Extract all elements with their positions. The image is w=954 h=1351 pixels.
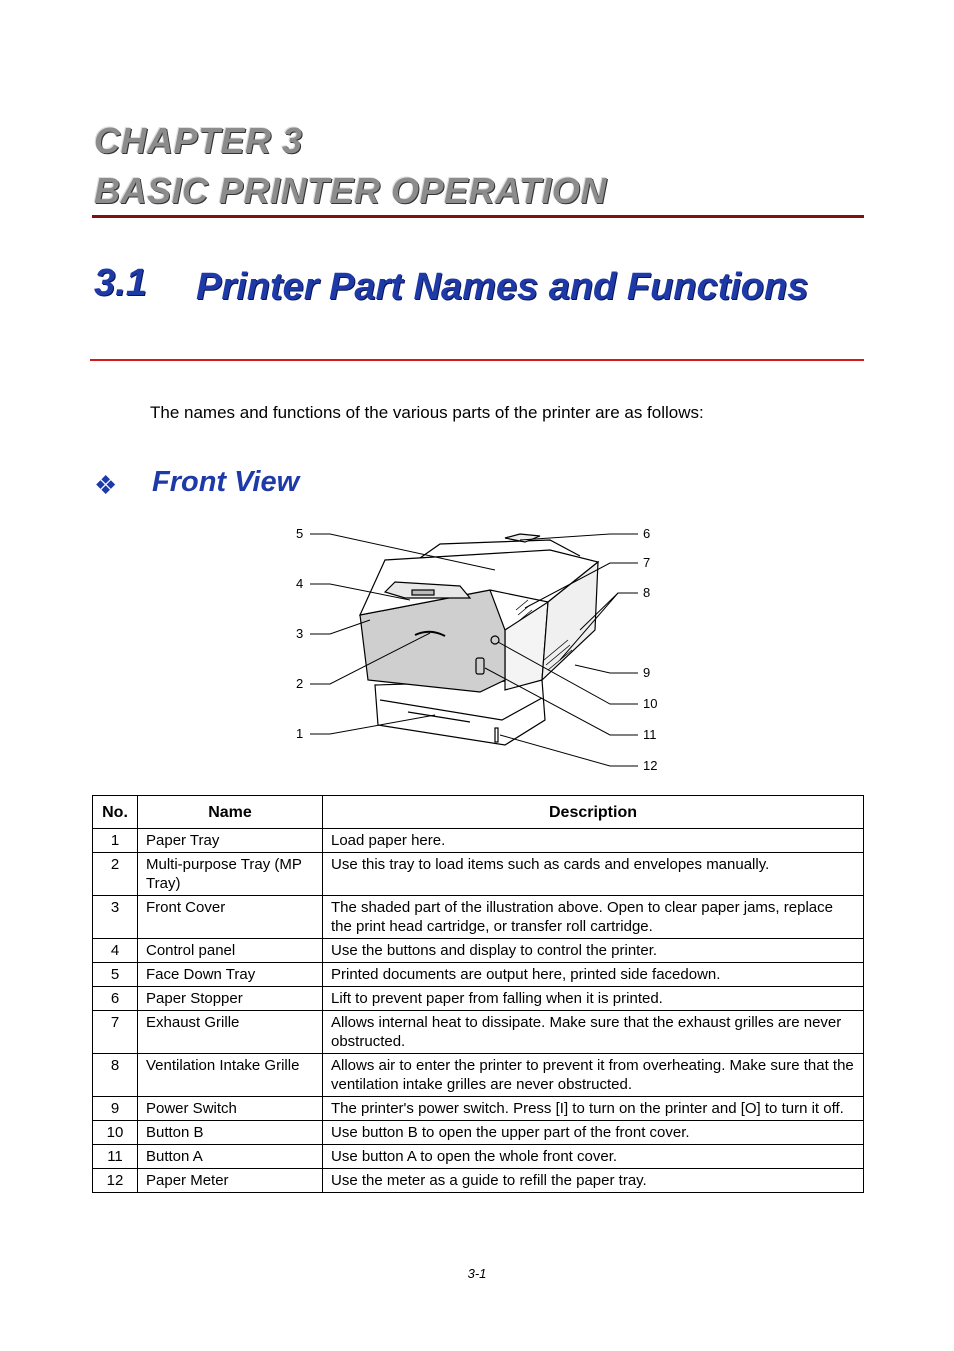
callout-2: 2 bbox=[296, 676, 304, 691]
cell-name: Face Down Tray bbox=[138, 963, 323, 987]
callout-3: 3 bbox=[296, 626, 304, 641]
header-name: Name bbox=[138, 796, 323, 829]
cell-description: Use the buttons and display to control the printer. bbox=[323, 939, 864, 963]
cell-description: Load paper here. bbox=[323, 829, 864, 853]
table-row bbox=[93, 1169, 864, 1193]
cell-description: Lift to prevent paper from falling when it is printed. bbox=[323, 987, 864, 1011]
table-row bbox=[93, 963, 864, 987]
cell-name: Exhaust Grille bbox=[138, 1011, 323, 1054]
diamond-cluster-icon: ❖ bbox=[94, 470, 118, 500]
cell-name: Control panel bbox=[138, 939, 323, 963]
callout-12: 12 bbox=[643, 758, 658, 773]
chapter-title bbox=[94, 116, 864, 216]
subsection-title: Front View bbox=[152, 466, 300, 498]
cell-name: Power Switch bbox=[138, 1097, 323, 1121]
cell-description: Allows air to enter the printer to prevent it from overheating. Make sure that the ventilation intake grilles are never obstructed. bbox=[323, 1054, 864, 1097]
cell-description: The shaded part of the illustration above. Open to clear paper jams, replace the print head cartridge, or transfer roll cartridge. bbox=[323, 896, 864, 939]
table-row bbox=[93, 939, 864, 963]
cell-description: Use button A to open the whole front cover. bbox=[323, 1145, 864, 1169]
section-number: 3.1 bbox=[94, 262, 147, 304]
table-row bbox=[93, 1121, 864, 1145]
printer-front-view-diagram bbox=[280, 520, 680, 780]
chapter-number: CHAPTER 3 bbox=[94, 120, 303, 161]
cell-no: 1 bbox=[93, 829, 138, 853]
cell-description: Allows internal heat to dissipate. Make sure that the exhaust grilles are never obstructed. bbox=[323, 1011, 864, 1054]
cell-no: 2 bbox=[93, 853, 138, 896]
cell-description: Printed documents are output here, printed side facedown. bbox=[323, 963, 864, 987]
table-row bbox=[93, 829, 864, 853]
parts-table bbox=[92, 795, 864, 1193]
page-number: 3-1 bbox=[467, 1266, 487, 1281]
cell-no: 9 bbox=[93, 1097, 138, 1121]
table-row bbox=[93, 1054, 864, 1097]
callout-5: 5 bbox=[296, 526, 304, 541]
callout-6: 6 bbox=[643, 526, 651, 541]
header-description: Description bbox=[323, 796, 864, 829]
cell-description: The printer's power switch. Press [I] to turn on the printer and [O] to turn it off. bbox=[323, 1097, 864, 1121]
cell-no: 8 bbox=[93, 1054, 138, 1097]
table-row bbox=[93, 1011, 864, 1054]
header-no: No. bbox=[93, 796, 138, 829]
cell-description: Use the meter as a guide to refill the paper tray. bbox=[323, 1169, 864, 1193]
table-row bbox=[93, 1145, 864, 1169]
cell-name: Paper Meter bbox=[138, 1169, 323, 1193]
callout-8: 8 bbox=[643, 585, 651, 600]
table-row bbox=[93, 896, 864, 939]
cell-name: Paper Stopper bbox=[138, 987, 323, 1011]
callout-9: 9 bbox=[643, 665, 651, 680]
cell-name: Multi-purpose Tray (MP Tray) bbox=[138, 853, 323, 896]
cell-no: 12 bbox=[93, 1169, 138, 1193]
cell-no: 4 bbox=[93, 939, 138, 963]
cell-name: Front Cover bbox=[138, 896, 323, 939]
callout-4: 4 bbox=[296, 576, 304, 591]
cell-no: 7 bbox=[93, 1011, 138, 1054]
table-row bbox=[93, 853, 864, 896]
table-row bbox=[93, 1097, 864, 1121]
chapter-divider bbox=[92, 215, 864, 218]
callout-7: 7 bbox=[643, 555, 651, 570]
callout-1: 1 bbox=[296, 726, 304, 741]
chapter-name: BASIC PRINTER OPERATION bbox=[94, 170, 607, 211]
cell-name: Ventilation Intake Grille bbox=[138, 1054, 323, 1097]
cell-name: Button A bbox=[138, 1145, 323, 1169]
callout-10: 10 bbox=[643, 696, 658, 711]
table-row bbox=[93, 987, 864, 1011]
table-header-row bbox=[93, 796, 864, 829]
cell-no: 5 bbox=[93, 963, 138, 987]
cell-name: Button B bbox=[138, 1121, 323, 1145]
section-divider bbox=[90, 359, 864, 361]
cell-name: Paper Tray bbox=[138, 829, 323, 853]
cell-no: 10 bbox=[93, 1121, 138, 1145]
intro-paragraph: The names and functions of the various parts of the printer are as follows: bbox=[150, 403, 704, 422]
cell-description: Use button B to open the upper part of the front cover. bbox=[323, 1121, 864, 1145]
cell-no: 3 bbox=[93, 896, 138, 939]
cell-no: 11 bbox=[93, 1145, 138, 1169]
cell-no: 6 bbox=[93, 987, 138, 1011]
section-title: Printer Part Names and Functions bbox=[196, 266, 809, 308]
cell-description: Use this tray to load items such as cards and envelopes manually. bbox=[323, 853, 864, 896]
callout-11: 11 bbox=[643, 727, 657, 742]
